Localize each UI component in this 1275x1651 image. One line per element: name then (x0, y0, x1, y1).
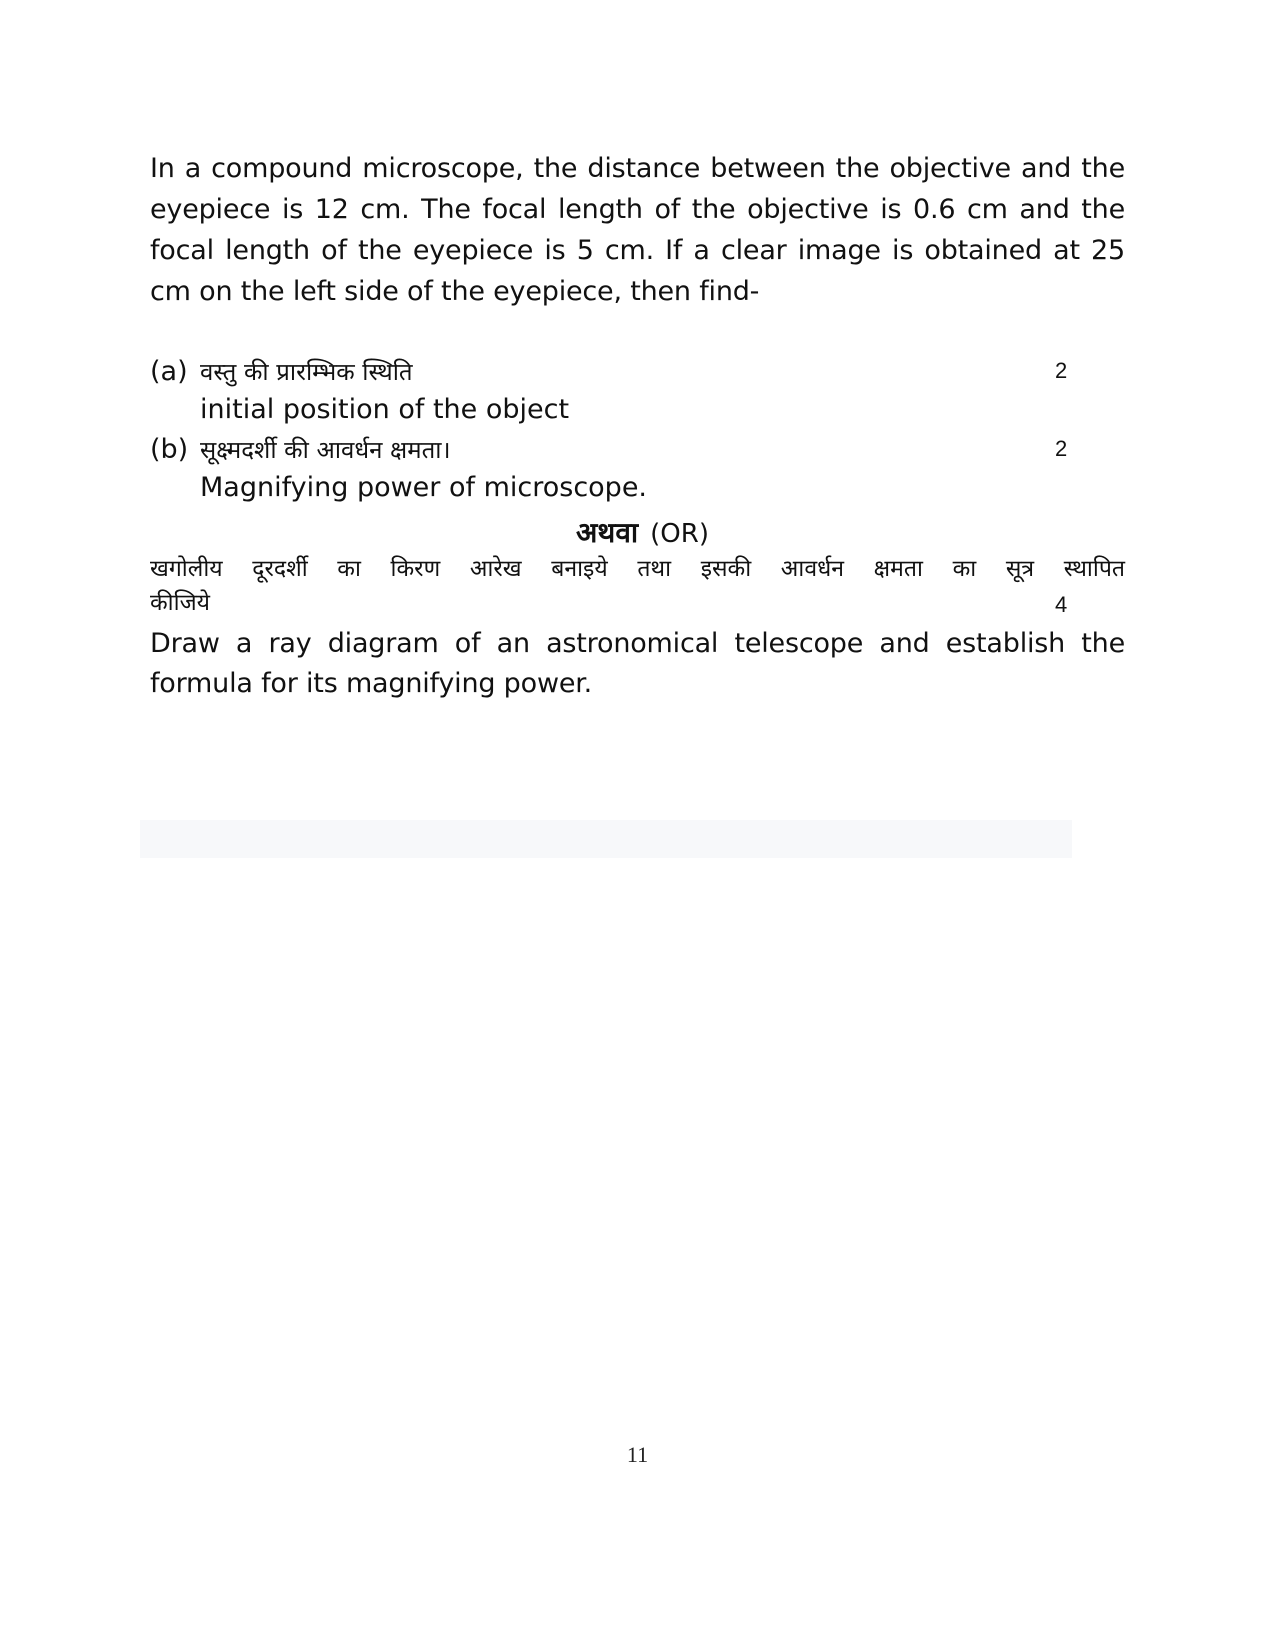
part-b-hindi-row (150, 430, 1125, 468)
part-a-hindi-row (150, 352, 1125, 390)
part-b-hindi-text: सूक्ष्मदर्शी की आवर्धन क्षमता। (200, 435, 451, 464)
part-a-english-text: initial position of the object (200, 394, 570, 425)
alternative-english-text: Draw a ray diagram of an astronomical telescope and establish the formula for its magnifying power. (150, 628, 1125, 699)
question-part-a (150, 352, 1125, 430)
alternative-hindi-line-2-row (150, 586, 1125, 620)
part-b-label: (b) (150, 433, 189, 465)
alternative-question (150, 552, 1125, 704)
part-b-marks: 2 (1055, 436, 1068, 461)
question-intro: In a compound microscope, the distance between the objective and the eyepiece is 12 cm. The focal length of the objective is 0.6 cm and the focal length of the eyepiece is 5 cm. If a clear image is obtained at 25 cm on the left side of the eyepiece, then find- (150, 153, 1125, 307)
alternative-hindi-line-2: कीजिये (150, 590, 210, 616)
alternative-marks: 4 (1055, 592, 1068, 617)
part-b-english-text: Magnifying power of microscope. (200, 472, 648, 503)
question-parts (150, 352, 1125, 508)
page-number: 11 (626, 1442, 649, 1467)
or-hindi: अथवा (576, 516, 639, 549)
or-english: (OR) (650, 519, 709, 549)
part-a-hindi-text: वस्तु की प्रारम्भिक स्थिति (200, 357, 413, 386)
or-separator (150, 514, 1125, 552)
question-part-b (150, 430, 1125, 508)
part-a-marks: 2 (1055, 358, 1068, 383)
alternative-hindi-line-1: खगोलीय दूरदर्शी का किरण आरेख बनाइये तथा इसकी आवर्धन क्षमता का सूत्र स्थापित (150, 556, 1125, 582)
faint-band-divider (140, 820, 1072, 858)
question-block (150, 148, 1125, 704)
part-a-label: (a) (150, 355, 188, 387)
